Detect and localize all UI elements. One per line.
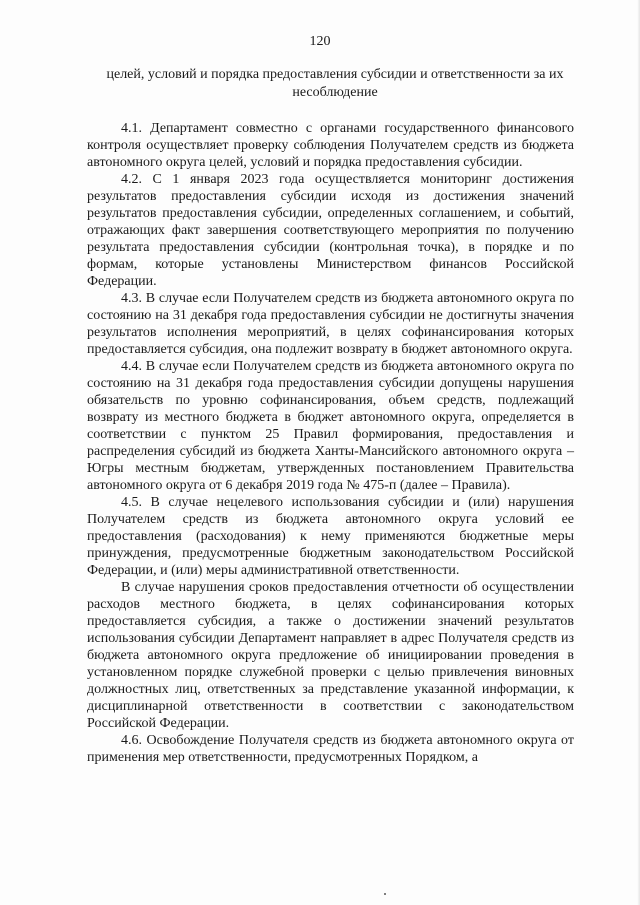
document-body: [87, 120, 574, 766]
paragraph-4-3: 4.3. В случае если Получателем средств из бюджета автономного округа по состоянию на 31 декабря года предоставления субсидии не достигнуты значения результатов исполнения мероприятий, в целях софинансирования которых предоставляется субсидия, она подлежит возврату в бюджет автономного округа.: [87, 291, 574, 357]
page-number: 120: [309, 34, 331, 49]
paragraph-4-6: 4.6. Освобождение Получателя средств из бюджета автономного округа от применения мер ответственности, предусмотренных Порядком, а: [87, 733, 574, 765]
paragraph-4-4: 4.4. В случае если Получателем средств из бюджета автономного округа по состоянию на 31 декабря года предоставления субсидии допущены нарушения обязательств по уровню софинансирования, объем средств, подлежащий возврату из местного бюджета в бюджет автономного округа, определяется в соответствии с пунктом 25 Правил формирования, предоставления и распределения субсидий из бюджета Ханты-Мансийского автономного округа – Югры местным бюджетам, утвержденных постановлением Правительства автономного округа от 6 декабря 2019 года № 475-п (далее – Правила).: [87, 359, 574, 493]
paragraph-4-2: 4.2. С 1 января 2023 года осуществляется мониторинг достижения результатов предоставления субсидии исходя из достижения значений результатов предоставления субсидии, определенных соглашением, и событий, отражающих факт завершения соответствующего мероприятия по получению результата предоставления субсидии (контрольная точка), в порядке и по формам, которые установлены Министерством финансов Российской Федерации.: [87, 172, 574, 289]
section-heading: целей, условий и порядка предоставления субсидии и ответственности за их несоблюдение: [106, 67, 564, 100]
paragraph-reporting-violation: В случае нарушения сроков предоставления отчетности об осуществлении расходов местного бюджета, в целях софинансирования которых предоставляется субсидия, а также о достижении значений результатов использования субсидии Департамент направляет в адрес Получателя средств из бюджета автономного округа предложение об инициировании проведения в установленном порядке служебной проверки с целью привлечения виновных должностных лиц, ответственных за представление указанной информации, к дисциплинарной ответственности в соответствии с законодательством Российской Федерации.: [87, 580, 574, 731]
paragraph-4-1: 4.1. Департамент совместно с органами государственного финансового контроля осуществляет проверку соблюдения Получателем средств из бюджета автономного округа целей, условий и порядка предоставления субсидии.: [87, 121, 574, 170]
paragraph-4-5: 4.5. В случае нецелевого использования субсидии и (или) нарушения Получателем средств из бюджета автономного округа условий ее предоставления (расходования) к нему применяются бюджетные меры принуждения, предусмотренные бюджетным законодательством Российской Федерации, и (или) меры административной ответственности.: [87, 495, 574, 578]
scan-speck: [384, 893, 386, 895]
